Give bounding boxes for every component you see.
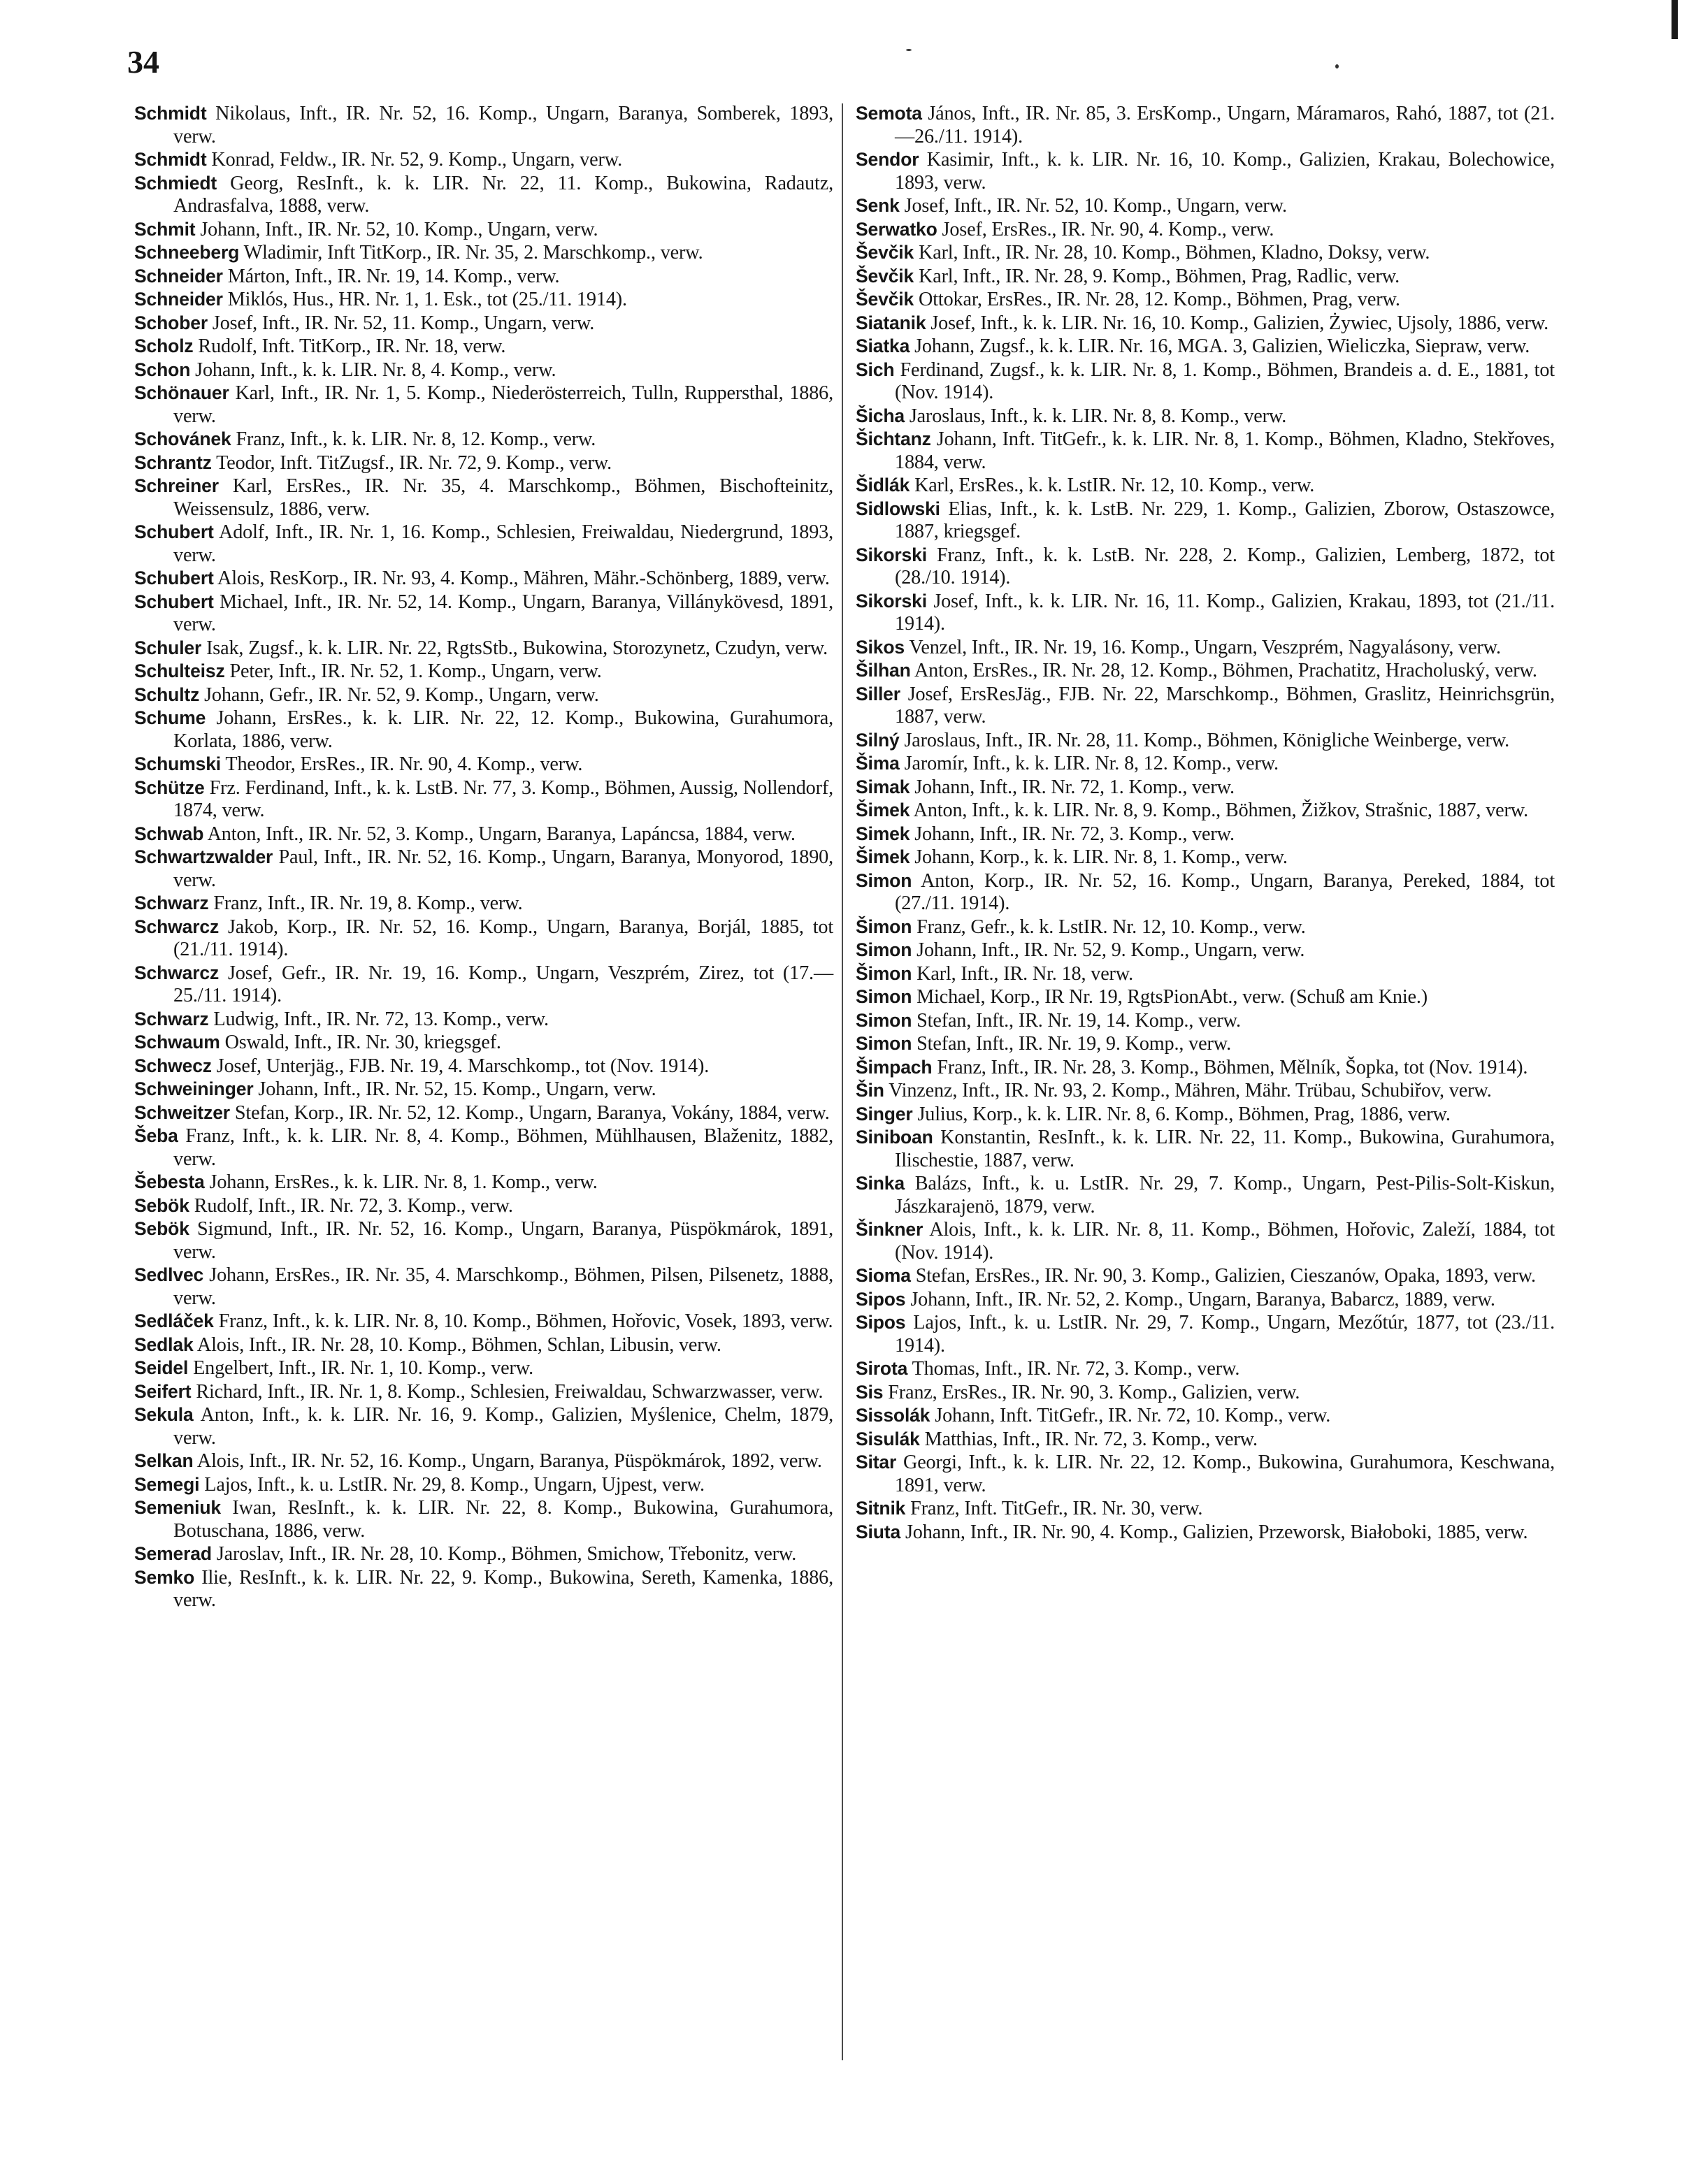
register-entry — [134, 1542, 833, 1566]
register-entry — [856, 939, 1555, 962]
register-entry — [856, 1357, 1555, 1381]
entry-surname: Simon — [856, 1033, 912, 1054]
entry-surname: Sikorski — [856, 544, 927, 565]
register-entry — [856, 1079, 1555, 1103]
entry-details: Oswald, Inft., IR. Nr. 30, kriegsgef. — [224, 1032, 501, 1053]
entry-surname: Ševčik — [856, 242, 914, 263]
entry-surname: Sikos — [856, 636, 905, 658]
entry-surname: Schuler — [134, 637, 202, 658]
entry-surname: Sipos — [856, 1312, 906, 1333]
register-entry — [856, 1032, 1555, 1056]
register-entry — [856, 1451, 1555, 1497]
entry-surname: Sitar — [856, 1452, 897, 1473]
register-entry — [856, 1218, 1555, 1264]
entry-details: Alois, Inft., IR. Nr. 28, 10. Komp., Böhmen, Schlan, Libusin, verw. — [196, 1333, 721, 1356]
entry-surname: Semegi — [134, 1473, 200, 1495]
entry-details: Johann, Inft., IR. Nr. 52, 10. Komp., Ungarn, verw. — [200, 218, 598, 240]
register-entry — [856, 729, 1555, 753]
entry-details: Karl, Inft., IR. Nr. 1, 5. Komp., Niederösterreich, Tulln, Ruppersthal, 1886, verw. — [173, 382, 833, 427]
entry-surname: Sedláček — [134, 1310, 214, 1331]
entry-details: Jaromír, Inft., k. k. LIR. Nr. 8, 12. Komp., verw. — [904, 753, 1279, 774]
entry-details: Franz, Inft., IR. Nr. 19, 8. Komp., verw. — [213, 892, 523, 914]
entry-surname: Simon — [856, 939, 912, 960]
entry-details: Johann, Inft., IR. Nr. 72, 1. Komp., verw. — [914, 776, 1235, 798]
entry-details: Josef, Inft., IR. Nr. 52, 10. Komp., Ungarn, verw. — [904, 195, 1287, 217]
entry-details: Lajos, Inft., k. u. LstIR. Nr. 29, 7. Komp., Ungarn, Mezőtúr, 1877, tot (23./11. 1914). — [895, 1312, 1555, 1357]
entry-surname: Šimek — [856, 800, 910, 820]
entry-details: Frz. Ferdinand, Inft., k. k. LstB. Nr. 77, 3. Komp., Böhmen, Aussig, Nollendorf, 1874, verw. — [173, 776, 833, 821]
entry-details: Johann, ErsRes., k. k. LIR. Nr. 22, 12. Komp., Bukowina, Gurahumora, Korlata, 1886, verw. — [173, 707, 833, 752]
entry-details: Jaroslaus, Inft., IR. Nr. 28, 11. Komp., Böhmen, Königliche Weinberge, verw. — [904, 729, 1509, 751]
register-entry — [856, 1428, 1555, 1452]
register-entry — [134, 312, 833, 335]
entry-details: Johann, Inft., IR. Nr. 72, 3. Komp., verw. — [914, 823, 1235, 845]
register-entry — [134, 660, 833, 684]
register-entry — [856, 752, 1555, 776]
entry-surname: Simon — [856, 986, 912, 1007]
register-entry — [856, 659, 1555, 683]
entry-details: Kasimir, Inft., k. k. LIR. Nr. 16, 10. Komp., Galizien, Krakau, Bolechowice, 1893, verw. — [895, 149, 1555, 194]
entry-details: Stefan, Korp., IR. Nr. 52, 12. Komp., Ungarn, Baranya, Vokány, 1884, verw. — [234, 1101, 830, 1124]
entry-surname: Simek — [856, 823, 910, 844]
entry-details: Adolf, Inft., IR. Nr. 1, 16. Komp., Schlesien, Freiwaldau, Niedergrund, 1893, verw. — [173, 521, 834, 566]
entry-surname: Sebök — [134, 1194, 189, 1216]
entry-details: Johann, ErsRes., k. k. LIR. Nr. 8, 1. Komp., verw. — [209, 1171, 598, 1193]
register-entry — [856, 359, 1555, 405]
entry-details: Ottokar, ErsRes., IR. Nr. 28, 12. Komp., Böhmen, Prag, verw. — [919, 289, 1400, 310]
register-entry — [134, 1217, 833, 1264]
register-entry — [134, 1473, 833, 1497]
entry-details: Elias, Inft., k. k. LstB. Nr. 229, 1. Komp., Galizien, Zborow, Ostaszowce, 1887, kriegsgef. — [895, 498, 1555, 542]
register-entry — [134, 335, 833, 359]
register-entry — [134, 288, 833, 312]
entry-surname: Šebesta — [134, 1171, 205, 1192]
register-entry — [134, 1449, 833, 1473]
entry-surname: Sioma — [856, 1265, 911, 1286]
entry-details: Rudolf, Inft., IR. Nr. 72, 3. Komp., verw. — [194, 1194, 513, 1217]
entry-details: Franz, ErsRes., IR. Nr. 90, 3. Komp., Galizien, verw. — [888, 1381, 1300, 1403]
entry-details: Ilie, ResInft., k. k. LIR. Nr. 22, 9. Komp., Bukowina, Sereth, Kamenka, 1886, verw. — [173, 1566, 833, 1611]
entry-surname: Siatka — [856, 335, 910, 356]
entry-details: Ludwig, Inft., IR. Nr. 72, 13. Komp., verw. — [213, 1008, 549, 1030]
entry-surname: Šicha — [856, 405, 905, 426]
entry-surname: Schmiedt — [134, 172, 217, 194]
entry-details: Engelbert, Inft., IR. Nr. 1, 10. Komp., verw. — [193, 1357, 534, 1379]
entry-surname: Selkan — [134, 1450, 194, 1471]
register-entry — [856, 846, 1555, 869]
entry-surname: Schwarz — [134, 892, 209, 913]
entry-surname: Šeba — [134, 1125, 178, 1146]
entry-surname: Šinkner — [856, 1219, 923, 1240]
entry-details: Stefan, Inft., IR. Nr. 19, 14. Komp., verw. — [917, 1009, 1241, 1032]
entry-surname: Schubert — [134, 591, 214, 612]
register-entry — [134, 1124, 833, 1171]
entry-details: Franz, Inft., k. k. LstB. Nr. 228, 2. Komp., Galizien, Lemberg, 1872, tot (28./10. 1914). — [895, 544, 1555, 588]
entry-surname: Schmit — [134, 218, 196, 240]
register-entry — [134, 591, 833, 637]
entry-details: Matthias, Inft., IR. Nr. 72, 3. Komp., verw. — [924, 1428, 1258, 1450]
entry-details: Karl, ErsRes., k. k. LstIR. Nr. 12, 10. Komp., verw. — [914, 475, 1315, 496]
entry-details: Michael, Korp., IR Nr. 19, RgtsPionAbt., verw. (Schuß am Knie.) — [917, 986, 1428, 1008]
entry-details: Venzel, Inft., IR. Nr. 19, 16. Komp., Ungarn, Veszprém, Nagyalásony, verw. — [909, 636, 1501, 658]
register-entry — [856, 869, 1555, 916]
entry-details: Anton, Inft., k. k. LIR. Nr. 16, 9. Komp., Galizien, Myślenice, Chelm, 1879, verw. — [173, 1404, 833, 1449]
entry-surname: Ševčik — [856, 289, 914, 310]
register-entry — [134, 1380, 833, 1404]
entry-surname: Silný — [856, 729, 900, 751]
register-entry — [134, 1101, 833, 1125]
register-entry — [134, 892, 833, 916]
register-entry — [856, 1126, 1555, 1172]
entry-details: Theodor, ErsRes., IR. Nr. 90, 4. Komp., verw. — [225, 753, 583, 775]
entry-surname: Siatanik — [856, 312, 926, 333]
entry-details: Josef, Unterjäg., FJB. Nr. 19, 4. Marschkomp., tot (Nov. 1914). — [216, 1055, 710, 1077]
entry-details: Konrad, Feldw., IR. Nr. 52, 9. Komp., Ungarn, verw. — [211, 149, 622, 171]
entry-details: Franz, Gefr., k. k. LstIR. Nr. 12, 10. Komp., verw. — [917, 916, 1306, 938]
entry-surname: Siller — [856, 683, 900, 704]
register-entry — [856, 776, 1555, 800]
register-entry — [856, 962, 1555, 986]
entry-surname: Sedlak — [134, 1333, 194, 1355]
register-entry — [856, 1009, 1555, 1033]
entry-surname: Semerad — [134, 1543, 212, 1564]
entry-surname: Sissolák — [856, 1405, 930, 1426]
entry-surname: Schmidt — [134, 149, 207, 170]
register-entry — [134, 475, 833, 521]
entry-details: Johann, Inft., IR. Nr. 52, 15. Komp., Ungarn, verw. — [258, 1078, 656, 1100]
register-entry — [134, 637, 833, 660]
register-entry — [856, 194, 1555, 218]
register-entry — [134, 846, 833, 892]
register-entry — [856, 799, 1555, 823]
entry-surname: Schwaum — [134, 1032, 220, 1053]
register-entry — [134, 428, 833, 451]
entry-details: Rudolf, Inft. TitKorp., IR. Nr. 18, verw. — [198, 335, 506, 357]
entry-details: Karl, Inft., IR. Nr. 18, verw. — [917, 962, 1134, 985]
entry-surname: Sisulák — [856, 1428, 920, 1449]
entry-surname: Šichtanz — [856, 428, 931, 449]
entry-surname: Sendor — [856, 149, 919, 170]
entry-details: Georgi, Inft., k. k. LIR. Nr. 22, 12. Komp., Bukowina, Gurahumora, Keschwana, 1891, verw. — [895, 1452, 1555, 1496]
entry-surname: Schütze — [134, 776, 205, 798]
register-entry — [856, 312, 1555, 335]
entry-surname: Semko — [134, 1566, 195, 1588]
entry-surname: Schovánek — [134, 428, 231, 449]
entry-surname: Schwarcz — [134, 962, 220, 983]
entry-details: Teodor, Inft. TitZugsf., IR. Nr. 72, 9. Komp., verw. — [216, 451, 612, 474]
entry-surname: Simon — [856, 869, 912, 891]
entry-details: Nikolaus, Inft., IR. Nr. 52, 16. Komp., Ungarn, Baranya, Somberek, 1893, verw. — [173, 103, 833, 147]
register-entry — [856, 428, 1555, 474]
register-entry — [856, 1264, 1555, 1288]
register-entry — [134, 1566, 833, 1612]
register-entry — [856, 241, 1555, 265]
register-entry — [856, 1103, 1555, 1127]
register-entry — [134, 684, 833, 707]
entry-surname: Schulteisz — [134, 660, 225, 681]
scan-speck — [1335, 64, 1339, 68]
entry-surname: Schwecz — [134, 1055, 212, 1076]
entry-details: Karl, Inft., IR. Nr. 28, 10. Komp., Böhmen, Kladno, Doksy, verw. — [919, 242, 1430, 263]
entry-surname: Simon — [856, 1009, 912, 1031]
entry-details: Josef, Gefr., IR. Nr. 19, 16. Komp., Ungarn, Veszprém, Zirez, tot (17.—25./11. 1914). — [173, 962, 833, 1006]
entry-details: Paul, Inft., IR. Nr. 52, 16. Komp., Ungarn, Baranya, Monyorod, 1890, verw. — [173, 846, 833, 891]
register-entry — [856, 218, 1555, 242]
register-entry — [856, 590, 1555, 636]
entry-surname: Schober — [134, 312, 208, 333]
entry-details: Michael, Inft., IR. Nr. 52, 14. Komp., Ungarn, Baranya, Villánykövesd, 1891, verw. — [173, 591, 833, 635]
register-entry — [134, 1171, 833, 1194]
entry-details: Alois, ResKorp., IR. Nr. 93, 4. Komp., Mähren, Mähr.-Schönberg, 1889, verw. — [217, 567, 830, 589]
entry-details: Anton, Inft., IR. Nr. 52, 3. Komp., Ungarn, Baranya, Lapáncsa, 1884, verw. — [207, 823, 796, 845]
entry-details: Josef, Inft., k. k. LIR. Nr. 16, 10. Komp., Galizien, Żywiec, Ujsoly, 1886, verw. — [930, 312, 1549, 334]
entry-surname: Schweininger — [134, 1078, 254, 1099]
entry-surname: Seifert — [134, 1380, 192, 1402]
register-entry — [134, 753, 833, 776]
entry-details: Lajos, Inft., k. u. LstIR. Nr. 29, 8. Komp., Ungarn, Ujpest, verw. — [204, 1473, 705, 1496]
register-entry — [856, 683, 1555, 729]
entry-details: Jaroslav, Inft., IR. Nr. 28, 10. Komp., Böhmen, Smichow, Třebonitz, verw. — [216, 1543, 797, 1565]
register-entry — [134, 707, 833, 753]
entry-surname: Siniboan — [856, 1127, 933, 1148]
entry-surname: Schönauer — [134, 382, 229, 403]
register-entry — [856, 1288, 1555, 1312]
register-entry — [134, 1008, 833, 1032]
entry-details: Johann, Gefr., IR. Nr. 52, 9. Komp., Ungarn, verw. — [204, 684, 599, 706]
register-entry — [856, 288, 1555, 312]
register-entry — [134, 823, 833, 846]
register-entry — [134, 1333, 833, 1357]
register-entry — [134, 148, 833, 172]
entry-surname: Sipos — [856, 1288, 906, 1310]
left-column — [134, 102, 833, 1612]
entry-surname: Sidlowski — [856, 498, 940, 519]
register-entry — [134, 1078, 833, 1101]
entry-details: Jakob, Korp., IR. Nr. 52, 16. Komp., Ungarn, Baranya, Borjál, 1885, tot (21./11. 1914). — [173, 916, 833, 960]
entry-details: Wladimir, Inft TitKorp., IR. Nr. 35, 2. Marschkomp., verw. — [243, 242, 703, 263]
entry-details: Stefan, Inft., IR. Nr. 19, 9. Komp., verw. — [917, 1033, 1231, 1055]
register-entry — [134, 1194, 833, 1218]
entry-surname: Simak — [856, 776, 910, 797]
register-entry — [134, 451, 833, 475]
entry-surname: Semota — [856, 103, 922, 124]
entry-surname: Semeniuk — [134, 1497, 221, 1518]
entry-surname: Seidel — [134, 1357, 189, 1378]
scan-speck — [906, 49, 912, 51]
register-entry — [856, 544, 1555, 590]
entry-details: Sigmund, Inft., IR. Nr. 52, 16. Komp., Ungarn, Baranya, Püspökmárok, 1891, verw. — [173, 1218, 833, 1263]
entry-surname: Serwatko — [856, 218, 937, 240]
entry-details: Richard, Inft., IR. Nr. 1, 8. Komp., Schlesien, Freiwaldau, Schwarzwasser, verw. — [196, 1380, 824, 1403]
entry-surname: Schumski — [134, 753, 221, 774]
entry-surname: Schwarz — [134, 1008, 209, 1029]
entry-surname: Scholz — [134, 335, 194, 356]
entry-surname: Schneider — [134, 289, 223, 310]
entry-details: Johann, Zugsf., k. k. LIR. Nr. 16, MGA. 3, Galizien, Wieliczka, Siepraw, verw. — [914, 335, 1530, 357]
entry-details: Josef, Inft., k. k. LIR. Nr. 16, 11. Komp., Galizien, Krakau, 1893, tot (21./11. 1914). — [895, 590, 1555, 635]
register-entry — [856, 916, 1555, 939]
entry-details: Vinzenz, Inft., IR. Nr. 93, 2. Komp., Mähren, Mähr. Trübau, Schubiřov, verw. — [889, 1080, 1492, 1101]
entry-details: Anton, ErsRes., IR. Nr. 28, 12. Komp., Böhmen, Prachatitz, Hracholuský, verw. — [914, 660, 1537, 681]
register-entry — [856, 405, 1555, 428]
entry-surname: Schwab — [134, 823, 204, 844]
entry-surname: Sikorski — [856, 590, 927, 612]
entry-details: Thomas, Inft., IR. Nr. 72, 3. Komp., verw. — [912, 1358, 1240, 1380]
entry-details: Karl, ErsRes., IR. Nr. 35, 4. Marschkomp., Böhmen, Bischofteinitz, Weissensulz, 1886, verw. — [173, 475, 833, 520]
register-entry — [134, 1031, 833, 1055]
register-entry — [134, 567, 833, 591]
entry-surname: Schume — [134, 707, 206, 728]
scan-edge-mark — [1672, 0, 1678, 39]
entry-surname: Šimek — [856, 846, 910, 867]
entry-details: Johann, ErsRes., IR. Nr. 35, 4. Marschkomp., Böhmen, Pilsen, Pilsenetz, 1888, verw. — [173, 1264, 833, 1309]
entry-details: Johann, Inft. TitGefr., k. k. LIR. Nr. 8, 1. Komp., Böhmen, Kladno, Stekřoves, 1884, verw. — [895, 428, 1555, 473]
entry-details: Josef, ErsRes., IR. Nr. 90, 4. Komp., verw. — [942, 218, 1274, 240]
register-entry — [134, 776, 833, 823]
entry-details: Anton, Inft., k. k. LIR. Nr. 8, 9. Komp., Böhmen, Žižkov, Strašnic, 1887, verw. — [913, 800, 1529, 821]
entry-details: Alois, Inft., IR. Nr. 52, 16. Komp., Ungarn, Baranya, Püspökmárok, 1892, verw. — [196, 1450, 822, 1472]
entry-details: Georg, ResInft., k. k. LIR. Nr. 22, 11. Komp., Bukowina, Radautz, Andrasfalva, 1888, verw. — [173, 172, 833, 217]
entry-details: Ferdinand, Zugsf., k. k. LIR. Nr. 8, 1. Komp., Böhmen, Brandeis a. d. E., 1881, tot (Nov. 1914). — [895, 359, 1555, 403]
entry-surname: Schmidt — [134, 103, 207, 124]
register-entry — [134, 1264, 833, 1310]
entry-details: Johann, Inft., k. k. LIR. Nr. 8, 4. Komp., verw. — [195, 359, 556, 381]
register-entry — [134, 265, 833, 289]
register-entry — [134, 359, 833, 382]
entry-surname: Sitnik — [856, 1498, 906, 1519]
register-entry — [856, 148, 1555, 194]
entry-details: Josef, Inft., IR. Nr. 52, 11. Komp., Ungarn, verw. — [212, 312, 595, 334]
entry-surname: Ševčik — [856, 265, 914, 287]
register-entry — [856, 985, 1555, 1009]
entry-surname: Schweitzer — [134, 1101, 230, 1123]
register-entry — [856, 335, 1555, 359]
register-entry — [856, 474, 1555, 498]
entry-details: Isak, Zugsf., k. k. LIR. Nr. 22, RgtsStb., Bukowina, Storozynetz, Czudyn, verw. — [206, 637, 828, 659]
entry-details: Josef, ErsResJäg., FJB. Nr. 22, Marschkomp., Böhmen, Graslitz, Heinrichsgrün, 1887, verw. — [895, 683, 1555, 728]
register-entry — [134, 1496, 833, 1542]
entry-surname: Šin — [856, 1080, 884, 1101]
entry-details: Konstantin, ResInft., k. k. LIR. Nr. 22, 11. Komp., Bukowina, Gurahumora, Ilischestie, 1887, verw. — [895, 1127, 1555, 1171]
entry-details: Johann, Inft., IR. Nr. 90, 4. Komp., Galizien, Przeworsk, Białoboki, 1885, verw. — [905, 1521, 1528, 1543]
entry-surname: Šilhan — [856, 660, 911, 681]
register-entry — [134, 382, 833, 428]
entry-details: Johann, Inft., IR. Nr. 52, 2. Komp., Ungarn, Baranya, Babarcz, 1889, verw. — [910, 1288, 1495, 1310]
entry-surname: Sekula — [134, 1404, 194, 1425]
register-entry — [134, 521, 833, 567]
entry-surname: Šidlák — [856, 475, 910, 496]
register-entry — [856, 1056, 1555, 1080]
entry-surname: Schon — [134, 359, 191, 380]
entry-details: Johann, Inft. TitGefr., IR. Nr. 72, 10. Komp., verw. — [935, 1405, 1331, 1426]
entry-surname: Sebök — [134, 1218, 189, 1239]
entry-surname: Sich — [856, 359, 895, 380]
entry-details: Franz, Inft., k. k. LIR. Nr. 8, 4. Komp., Böhmen, Mühlhausen, Blaženitz, 1882, verw. — [173, 1125, 833, 1170]
entry-surname: Schrantz — [134, 451, 212, 473]
entry-surname: Siuta — [856, 1521, 901, 1542]
entry-details: Márton, Inft., IR. Nr. 19, 14. Komp., verw. — [227, 265, 560, 287]
entry-surname: Šimon — [856, 962, 912, 984]
entry-details: Franz, Inft., IR. Nr. 28, 3. Komp., Böhmen, Mělník, Šopka, tot (Nov. 1914). — [937, 1056, 1528, 1078]
register-entry — [856, 1311, 1555, 1357]
register-entry — [856, 1381, 1555, 1405]
register-entry — [134, 1055, 833, 1078]
entry-details: Franz, Inft., k. k. LIR. Nr. 8, 12. Komp., verw. — [236, 428, 596, 450]
entry-details: Johann, Inft., IR. Nr. 52, 9. Komp., Ungarn, verw. — [917, 939, 1305, 961]
entry-details: Johann, Korp., k. k. LIR. Nr. 8, 1. Komp., verw. — [914, 846, 1288, 868]
register-entry — [134, 916, 833, 962]
entry-surname: Schneider — [134, 265, 223, 287]
entry-surname: Sirota — [856, 1358, 908, 1379]
register-entry — [134, 218, 833, 242]
entry-details: Alois, Inft., k. k. LIR. Nr. 8, 11. Komp., Böhmen, Hořovic, Zaleží, 1884, tot (Nov. 1914). — [895, 1219, 1555, 1264]
entry-surname: Sis — [856, 1381, 884, 1403]
column-divider — [842, 103, 843, 2060]
right-column — [856, 102, 1555, 1544]
register-entry — [134, 962, 833, 1008]
entry-details: Anton, Korp., IR. Nr. 52, 16. Komp., Ungarn, Baranya, Pereked, 1884, tot (27./11. 1914). — [895, 869, 1555, 914]
entry-details: Balázs, Inft., k. u. LstIR. Nr. 29, 7. Komp., Ungarn, Pest-Pilis-Solt-Kiskun, Jászkarajenö, 1879, verw. — [895, 1173, 1555, 1217]
entry-details: Miklós, Hus., HR. Nr. 1, 1. Esk., tot (25./11. 1914). — [227, 289, 627, 310]
register-entry — [134, 102, 833, 148]
register-entry — [856, 636, 1555, 660]
entry-details: Peter, Inft., IR. Nr. 52, 1. Komp., Ungarn, verw. — [229, 660, 602, 682]
entry-surname: Schubert — [134, 521, 214, 542]
entry-surname: Šima — [856, 753, 900, 774]
entry-details: Iwan, ResInft., k. k. LIR. Nr. 22, 8. Komp., Bukowina, Gurahumora, Botuschana, 1886, verw. — [173, 1497, 833, 1542]
entry-surname: Schneeberg — [134, 242, 240, 263]
register-entry — [856, 498, 1555, 544]
register-entry — [856, 1497, 1555, 1521]
entry-surname: Senk — [856, 195, 900, 216]
register-entry — [134, 1357, 833, 1380]
page-number: 34 — [127, 44, 159, 80]
entry-surname: Sedlvec — [134, 1264, 204, 1285]
entry-surname: Schwarcz — [134, 916, 220, 937]
entry-details: Franz, Inft. TitGefr., IR. Nr. 30, verw. — [910, 1498, 1203, 1519]
register-entry — [856, 1404, 1555, 1428]
entry-surname: Schreiner — [134, 475, 219, 496]
entry-surname: Schwartzwalder — [134, 846, 273, 867]
entry-surname: Schubert — [134, 567, 214, 588]
register-entry — [134, 1403, 833, 1449]
entry-details: Julius, Korp., k. k. LIR. Nr. 8, 6. Komp., Böhmen, Prag, 1886, verw. — [917, 1103, 1451, 1125]
entry-details: Franz, Inft., k. k. LIR. Nr. 8, 10. Komp., Böhmen, Hořovic, Vosek, 1893, verw. — [218, 1310, 833, 1332]
register-entry — [856, 1172, 1555, 1218]
entry-surname: Schultz — [134, 684, 200, 705]
register-entry — [856, 265, 1555, 289]
register-entry — [134, 1310, 833, 1333]
register-entry — [856, 1521, 1555, 1545]
entry-surname: Singer — [856, 1103, 913, 1124]
entry-details: Karl, Inft., IR. Nr. 28, 9. Komp., Böhmen, Prag, Radlic, verw. — [919, 265, 1400, 287]
entry-surname: Šimpach — [856, 1056, 933, 1078]
entry-details: Jaroslaus, Inft., k. k. LIR. Nr. 8, 8. Komp., verw. — [909, 405, 1287, 427]
register-entry — [134, 172, 833, 218]
register-entry — [856, 823, 1555, 846]
register-entry — [856, 102, 1555, 148]
entry-details: János, Inft., IR. Nr. 85, 3. ErsKomp., Ungarn, Máramaros, Rahó, 1887, tot (21.—26./11. 1914). — [895, 103, 1555, 147]
entry-details: Stefan, ErsRes., IR. Nr. 90, 3. Komp., Galizien, Cieszanów, Opaka, 1893, verw. — [915, 1265, 1536, 1287]
entry-surname: Šimon — [856, 916, 912, 937]
register-entry — [134, 241, 833, 265]
entry-surname: Sinka — [856, 1173, 905, 1194]
